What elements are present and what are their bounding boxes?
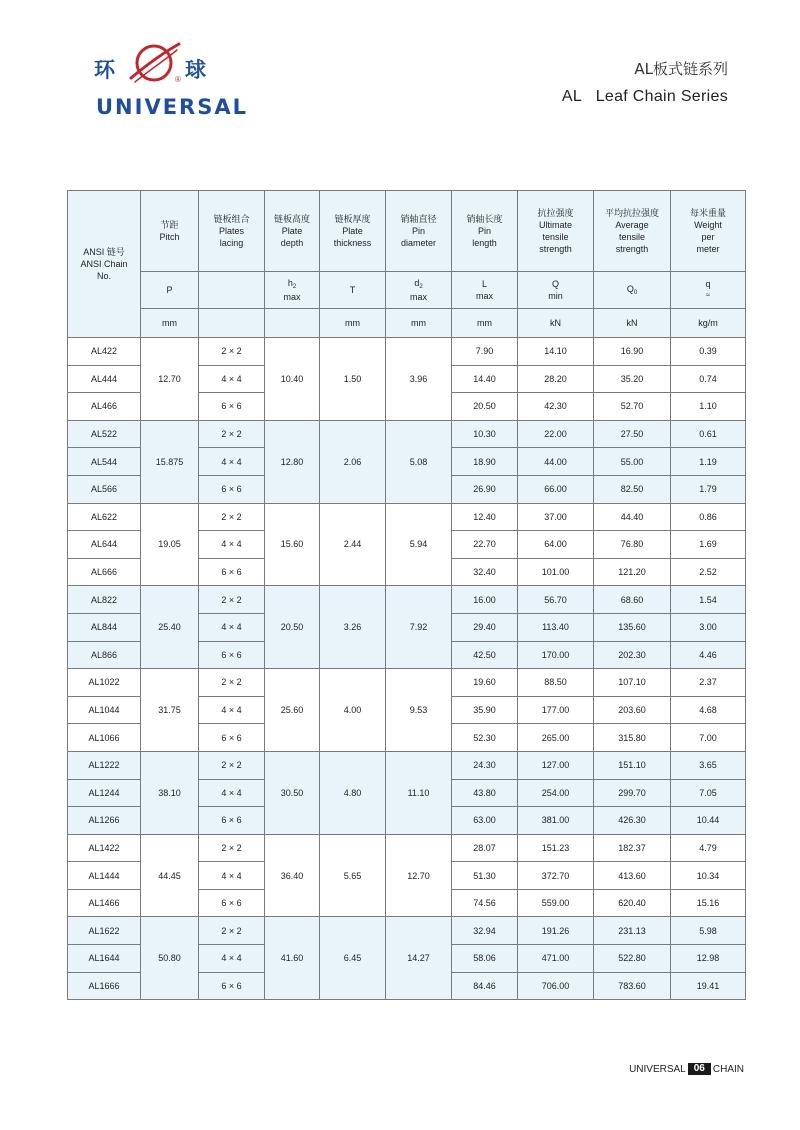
cell-lacing: 2 × 2: [199, 338, 265, 366]
cell-pitch: 50.80: [141, 917, 199, 1000]
cell-weight: 19.41: [671, 972, 746, 1000]
cell-weight: 0.61: [671, 420, 746, 448]
sym-weight: q ≈: [671, 272, 746, 309]
sym-lacing: [199, 272, 265, 309]
cell-pin-length: 12.40: [452, 503, 518, 531]
sym-pitch: P: [141, 272, 199, 309]
cell-ultimate: 191.26: [518, 917, 594, 945]
cell-depth: 25.60: [265, 669, 320, 752]
cell-weight: 7.00: [671, 724, 746, 752]
cell-average: 299.70: [594, 779, 671, 807]
cell-weight: 5.98: [671, 917, 746, 945]
cell-pitch: 25.40: [141, 586, 199, 669]
cell-weight: 12.98: [671, 945, 746, 973]
cell-ultimate: 265.00: [518, 724, 594, 752]
unit-lacing: [199, 309, 265, 338]
cell-pin-length: 32.40: [452, 558, 518, 586]
cell-lacing: 4 × 4: [199, 613, 265, 641]
cell-pin-length: 14.40: [452, 365, 518, 393]
unit-thickness: mm: [320, 309, 386, 338]
cell-average: 27.50: [594, 420, 671, 448]
cell-ultimate: 37.00: [518, 503, 594, 531]
cell-ultimate: 14.10: [518, 338, 594, 366]
cell-depth: 12.80: [265, 420, 320, 503]
cell-average: 620.40: [594, 889, 671, 917]
cell-ultimate: 177.00: [518, 696, 594, 724]
cell-weight: 1.79: [671, 475, 746, 503]
cell-pin-length: 18.90: [452, 448, 518, 476]
cell-ultimate: 42.30: [518, 393, 594, 421]
registered-mark: ®: [175, 75, 181, 84]
cell-average: 783.60: [594, 972, 671, 1000]
cell-chain-no: AL1044: [68, 696, 141, 724]
cell-ultimate: 151.23: [518, 834, 594, 862]
cell-chain-no: AL1066: [68, 724, 141, 752]
cell-depth: 30.50: [265, 751, 320, 834]
cell-average: 426.30: [594, 807, 671, 835]
cell-weight: 7.05: [671, 779, 746, 807]
cell-chain-no: AL866: [68, 641, 141, 669]
hdr-pin-length: 销轴长度 Pin length: [452, 191, 518, 272]
cell-lacing: 4 × 4: [199, 448, 265, 476]
cell-pin-length: 29.40: [452, 613, 518, 641]
cell-weight: 0.74: [671, 365, 746, 393]
cell-chain-no: AL422: [68, 338, 141, 366]
cell-pitch: 12.70: [141, 338, 199, 421]
cell-ultimate: 88.50: [518, 669, 594, 697]
sym-pin-length: L max: [452, 272, 518, 309]
cell-weight: 1.19: [671, 448, 746, 476]
cell-average: 76.80: [594, 531, 671, 559]
cell-pin-length: 32.94: [452, 917, 518, 945]
cell-lacing: 2 × 2: [199, 503, 265, 531]
cell-lacing: 4 × 4: [199, 779, 265, 807]
cell-chain-no: AL1422: [68, 834, 141, 862]
cell-average: 16.90: [594, 338, 671, 366]
brand-logo: [92, 38, 248, 120]
cell-chain-no: AL1266: [68, 807, 141, 835]
cell-depth: 36.40: [265, 834, 320, 917]
unit-pin-length: mm: [452, 309, 518, 338]
cell-average: 44.40: [594, 503, 671, 531]
cell-pin-length: 10.30: [452, 420, 518, 448]
footer-right: CHAIN: [712, 1063, 744, 1075]
series-title-cn: AL板式链系列: [634, 60, 728, 78]
cell-chain-no: AL1222: [68, 751, 141, 779]
cell-weight: 4.46: [671, 641, 746, 669]
hdr-pin-diameter: 销轴直径 Pin diameter: [386, 191, 452, 272]
table-row: [68, 338, 746, 366]
cell-ultimate: 254.00: [518, 779, 594, 807]
cell-weight: 2.37: [671, 669, 746, 697]
cell-thickness: 4.80: [320, 751, 386, 834]
cell-ultimate: 381.00: [518, 807, 594, 835]
cell-lacing: 4 × 4: [199, 862, 265, 890]
cell-weight: 10.44: [671, 807, 746, 835]
spec-table: [67, 190, 746, 1000]
cell-pin-diameter: 14.27: [386, 917, 452, 1000]
cell-average: 107.10: [594, 669, 671, 697]
cell-average: 182.37: [594, 834, 671, 862]
logo-cn-right: 球: [185, 58, 207, 82]
cell-pin-length: 22.70: [452, 531, 518, 559]
cell-pin-length: 74.56: [452, 889, 518, 917]
table-row: [68, 420, 746, 448]
cell-thickness: 5.65: [320, 834, 386, 917]
cell-lacing: 4 × 4: [199, 531, 265, 559]
table-row: [68, 751, 746, 779]
cell-chain-no: AL444: [68, 365, 141, 393]
sym-thickness: T: [320, 272, 386, 309]
cell-thickness: 3.26: [320, 586, 386, 669]
series-title-en: AL Leaf Chain Series: [561, 88, 728, 105]
cell-chain-no: AL544: [68, 448, 141, 476]
cell-depth: 15.60: [265, 503, 320, 586]
cell-average: 151.10: [594, 751, 671, 779]
cell-lacing: 2 × 2: [199, 917, 265, 945]
logo-en: UNIVERSAL: [96, 95, 248, 119]
hdr-weight: 每米重量 Weight per meter: [671, 191, 746, 272]
table-row: [68, 503, 746, 531]
cell-lacing: 6 × 6: [199, 889, 265, 917]
hdr-lacing: 链板组合 Plates lacing: [199, 191, 265, 272]
cell-lacing: 6 × 6: [199, 641, 265, 669]
table-row: [68, 917, 746, 945]
unit-pin-diameter: mm: [386, 309, 452, 338]
sym-depth: $h_2$ max: [265, 272, 320, 309]
cell-average: 231.13: [594, 917, 671, 945]
cell-pin-length: 35.90: [452, 696, 518, 724]
table-row: [68, 669, 746, 697]
cell-average: 68.60: [594, 586, 671, 614]
cell-weight: 0.39: [671, 338, 746, 366]
cell-pin-length: 51.30: [452, 862, 518, 890]
cell-depth: 41.60: [265, 917, 320, 1000]
cell-chain-no: AL622: [68, 503, 141, 531]
cell-pitch: 31.75: [141, 669, 199, 752]
cell-weight: 1.10: [671, 393, 746, 421]
cell-pin-length: 43.80: [452, 779, 518, 807]
cell-ultimate: 101.00: [518, 558, 594, 586]
cell-ultimate: 706.00: [518, 972, 594, 1000]
cell-chain-no: AL566: [68, 475, 141, 503]
cell-average: 135.60: [594, 613, 671, 641]
cell-depth: 10.40: [265, 338, 320, 421]
cell-chain-no: AL1466: [68, 889, 141, 917]
cell-pin-length: 58.06: [452, 945, 518, 973]
cell-lacing: 2 × 2: [199, 420, 265, 448]
cell-lacing: 2 × 2: [199, 834, 265, 862]
cell-chain-no: AL822: [68, 586, 141, 614]
table-row: [68, 834, 746, 862]
cell-chain-no: AL1622: [68, 917, 141, 945]
hdr-ultimate: 抗拉强度 Ultimate tensile strength: [518, 191, 594, 272]
cell-ultimate: 559.00: [518, 889, 594, 917]
cell-weight: 10.34: [671, 862, 746, 890]
cell-chain-no: AL644: [68, 531, 141, 559]
cell-weight: 1.54: [671, 586, 746, 614]
cell-lacing: 2 × 2: [199, 586, 265, 614]
unit-average: kN: [594, 309, 671, 338]
cell-average: 315.80: [594, 724, 671, 752]
cell-chain-no: AL1022: [68, 669, 141, 697]
cell-lacing: 2 × 2: [199, 669, 265, 697]
cell-ultimate: 471.00: [518, 945, 594, 973]
cell-pin-length: 26.90: [452, 475, 518, 503]
cell-chain-no: AL844: [68, 613, 141, 641]
cell-average: 522.80: [594, 945, 671, 973]
unit-pitch: mm: [141, 309, 199, 338]
footer-left: UNIVERSAL: [629, 1063, 686, 1075]
cell-pin-length: 52.30: [452, 724, 518, 752]
page-footer: [629, 1063, 744, 1075]
cell-pitch: 38.10: [141, 751, 199, 834]
cell-lacing: 4 × 4: [199, 696, 265, 724]
cell-pin-diameter: 5.94: [386, 503, 452, 586]
cell-pin-diameter: 11.10: [386, 751, 452, 834]
cell-thickness: 1.50: [320, 338, 386, 421]
cell-pin-length: 19.60: [452, 669, 518, 697]
cell-chain-no: AL1244: [68, 779, 141, 807]
cell-pin-diameter: 12.70: [386, 834, 452, 917]
page-number: 06: [688, 1063, 711, 1075]
cell-lacing: 2 × 2: [199, 751, 265, 779]
cell-pin-length: 28.07: [452, 834, 518, 862]
cell-chain-no: AL1644: [68, 945, 141, 973]
cell-chain-no: AL1666: [68, 972, 141, 1000]
cell-pin-diameter: 7.92: [386, 586, 452, 669]
hdr-ansi: ANSI 链号 ANSI Chain No.: [68, 191, 141, 338]
cell-pitch: 19.05: [141, 503, 199, 586]
cell-weight: 0.86: [671, 503, 746, 531]
hdr-pitch: 节距 Pitch: [141, 191, 199, 272]
cell-average: 52.70: [594, 393, 671, 421]
hdr-depth: 链板高度 Plate depth: [265, 191, 320, 272]
cell-average: 203.60: [594, 696, 671, 724]
cell-lacing: 4 × 4: [199, 365, 265, 393]
cell-thickness: 2.44: [320, 503, 386, 586]
hdr-thickness: 链板厚度 Plate thickness: [320, 191, 386, 272]
hdr-average: 平均抗拉强度 Average tensile strength: [594, 191, 671, 272]
unit-depth: [265, 309, 320, 338]
cell-ultimate: 64.00: [518, 531, 594, 559]
cell-chain-no: AL522: [68, 420, 141, 448]
cell-ultimate: 170.00: [518, 641, 594, 669]
sym-pin-diameter: $d_2$ max: [386, 272, 452, 309]
cell-chain-no: AL1444: [68, 862, 141, 890]
table-row: [68, 586, 746, 614]
cell-lacing: 6 × 6: [199, 972, 265, 1000]
cell-lacing: 6 × 6: [199, 475, 265, 503]
cell-pin-length: 7.90: [452, 338, 518, 366]
cell-ultimate: 56.70: [518, 586, 594, 614]
cell-pin-length: 84.46: [452, 972, 518, 1000]
cell-ultimate: 22.00: [518, 420, 594, 448]
cell-lacing: 6 × 6: [199, 807, 265, 835]
cell-ultimate: 127.00: [518, 751, 594, 779]
cell-weight: 4.79: [671, 834, 746, 862]
cell-depth: 20.50: [265, 586, 320, 669]
cell-weight: 4.68: [671, 696, 746, 724]
sym-ultimate: Q min: [518, 272, 594, 309]
cell-pin-length: 20.50: [452, 393, 518, 421]
cell-thickness: 6.45: [320, 917, 386, 1000]
cell-pin-length: 16.00: [452, 586, 518, 614]
sym-average: $Q_0$: [594, 272, 671, 309]
cell-chain-no: AL466: [68, 393, 141, 421]
unit-weight: kg/m: [671, 309, 746, 338]
cell-pin-length: 63.00: [452, 807, 518, 835]
cell-chain-no: AL666: [68, 558, 141, 586]
cell-weight: 3.00: [671, 613, 746, 641]
cell-weight: 2.52: [671, 558, 746, 586]
cell-pin-length: 42.50: [452, 641, 518, 669]
cell-lacing: 6 × 6: [199, 393, 265, 421]
cell-average: 202.30: [594, 641, 671, 669]
cell-average: 35.20: [594, 365, 671, 393]
cell-pitch: 44.45: [141, 834, 199, 917]
cell-pin-diameter: 3.96: [386, 338, 452, 421]
cell-lacing: 6 × 6: [199, 724, 265, 752]
cell-weight: 1.69: [671, 531, 746, 559]
cell-lacing: 4 × 4: [199, 945, 265, 973]
cell-ultimate: 28.20: [518, 365, 594, 393]
cell-average: 55.00: [594, 448, 671, 476]
logo-cn-left: 环: [94, 58, 116, 82]
cell-lacing: 6 × 6: [199, 558, 265, 586]
unit-ultimate: kN: [518, 309, 594, 338]
cell-ultimate: 66.00: [518, 475, 594, 503]
cell-pitch: 15.875: [141, 420, 199, 503]
cell-average: 413.60: [594, 862, 671, 890]
cell-average: 121.20: [594, 558, 671, 586]
cell-ultimate: 44.00: [518, 448, 594, 476]
cell-ultimate: 113.40: [518, 613, 594, 641]
cell-weight: 15.16: [671, 889, 746, 917]
cell-ultimate: 372.70: [518, 862, 594, 890]
cell-average: 82.50: [594, 475, 671, 503]
cell-pin-length: 24.30: [452, 751, 518, 779]
cell-thickness: 2.06: [320, 420, 386, 503]
cell-weight: 3.65: [671, 751, 746, 779]
cell-pin-diameter: 5.08: [386, 420, 452, 503]
cell-thickness: 4.00: [320, 669, 386, 752]
cell-pin-diameter: 9.53: [386, 669, 452, 752]
